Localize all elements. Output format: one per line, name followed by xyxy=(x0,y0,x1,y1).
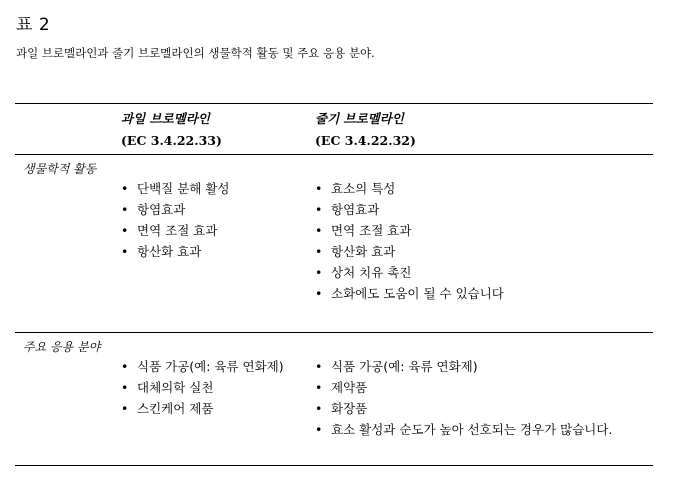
list-item: • 화장품 xyxy=(315,398,612,419)
fruit-applications-list xyxy=(121,356,284,419)
list-item: • 단백질 분해 활성 xyxy=(121,178,229,199)
stem-applications-list xyxy=(315,356,612,440)
list-item: • 면역 조절 효과 xyxy=(121,220,229,241)
list-item: • 항산화 효과 xyxy=(121,241,229,262)
column-header-fruit-name: 과일 브로멜라인 xyxy=(121,111,210,126)
table-bottom-rule xyxy=(15,465,653,466)
list-item: • 효소 활성과 순도가 높아 선호되는 경우가 많습니다. xyxy=(315,419,612,440)
row-label-main-applications: 주요 응용 분야 xyxy=(23,340,101,354)
table-caption: 과일 브로멜라인과 줄기 브로멜라인의 생물학적 활동 및 주요 응용 분야. xyxy=(16,46,375,60)
list-item: • 식품 가공(예: 육류 연화제) xyxy=(121,356,284,377)
column-header-fruit xyxy=(121,109,222,150)
row-label-biological-activity: 생물학적 활동 xyxy=(23,162,97,176)
header-bottom-rule xyxy=(15,154,653,155)
table-number: 표 2 xyxy=(16,15,51,35)
column-header-stem xyxy=(315,109,416,150)
stem-activity-list xyxy=(315,178,504,304)
column-header-stem-ec: (EC 3.4.22.32) xyxy=(315,133,416,148)
list-item: • 효소의 특성 xyxy=(315,178,504,199)
list-item: • 제약품 xyxy=(315,377,612,398)
list-item: • 상처 치유 촉진 xyxy=(315,262,504,283)
list-item: • 대체의학 실천 xyxy=(121,377,284,398)
list-item: • 항염효과 xyxy=(315,199,504,220)
list-item: • 스킨케어 제품 xyxy=(121,398,284,419)
list-item: • 소화에도 도움이 될 수 있습니다 xyxy=(315,283,504,304)
column-header-fruit-ec: (EC 3.4.22.33) xyxy=(121,133,222,148)
row-divider-rule xyxy=(15,332,653,333)
list-item: • 항염효과 xyxy=(121,199,229,220)
list-item: • 면역 조절 효과 xyxy=(315,220,504,241)
table-top-rule xyxy=(15,103,653,104)
list-item: • 항산화 효과 xyxy=(315,241,504,262)
column-header-stem-name: 줄기 브로멜라인 xyxy=(315,111,404,126)
list-item: • 식품 가공(예: 육류 연화제) xyxy=(315,356,612,377)
fruit-activity-list xyxy=(121,178,229,262)
